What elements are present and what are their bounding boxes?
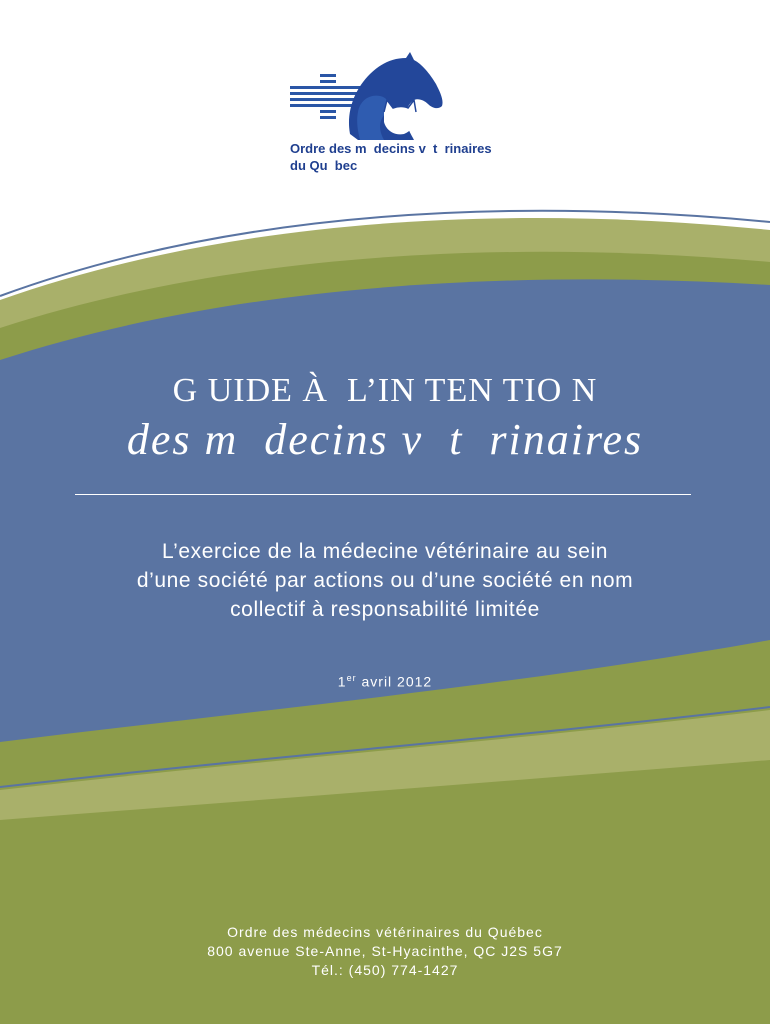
logo-line-1: Ordre des m decins v t rinaires (290, 141, 492, 156)
logo-text (290, 140, 492, 174)
footer-phone: Tél.: (450) 774-1427 (311, 962, 459, 978)
document-description (0, 537, 770, 624)
description-line-2: d’une société par actions ou d’une société en nom (136, 569, 634, 592)
description-line-1: L’exercice de la médecine vétérinaire au sein (161, 540, 609, 563)
veterinary-animals-cross-logo-icon (288, 52, 448, 142)
date-suffix: er (346, 673, 357, 683)
publication-date (0, 673, 770, 690)
footer-org-name: Ordre des médecins vétérinaires du Québec (227, 924, 543, 940)
logo-line-2: du Qu bec (290, 158, 358, 173)
date-day: 1 (337, 673, 347, 690)
footer-contact (0, 923, 770, 980)
guide-subtitle-italic: des m decins v t rinaires (126, 415, 644, 464)
guide-title: G UIDE À L’IN TEN TIO N (172, 372, 598, 409)
footer-address: 800 avenue Ste-Anne, St-Hyacinthe, QC J2S 5G7 (207, 943, 563, 959)
description-line-3: collectif à responsabilité limitée (230, 598, 540, 621)
date-rest: avril 2012 (356, 673, 433, 690)
title-divider (75, 494, 691, 495)
